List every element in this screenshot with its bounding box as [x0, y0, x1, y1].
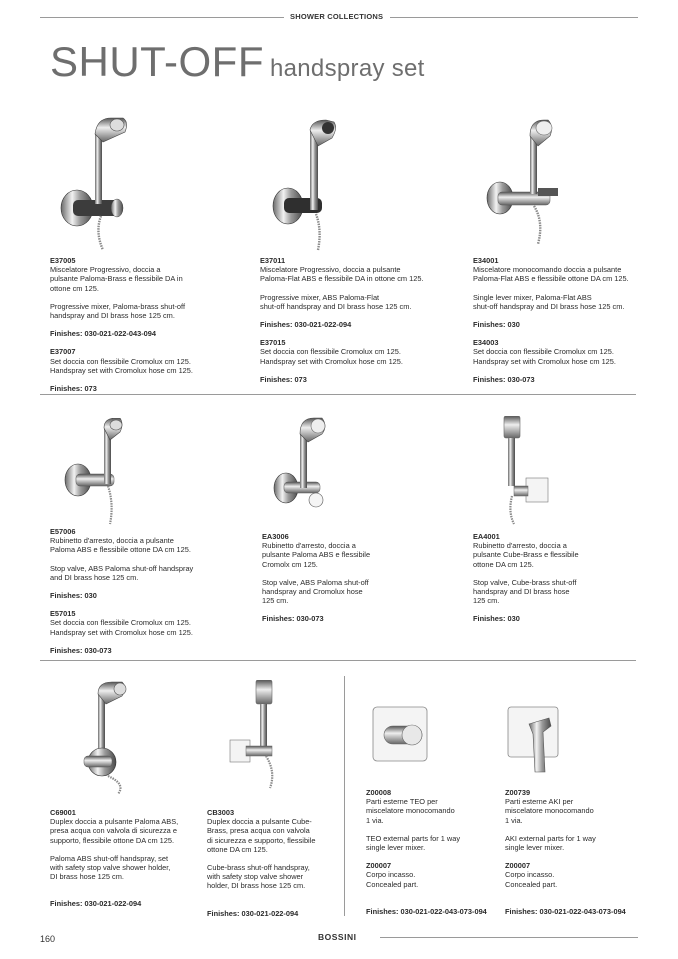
- product-description: Set doccia con flessibile Cromolux cm 125.: [473, 347, 614, 357]
- product-code: Z00739: [505, 788, 531, 797]
- finishes-text: Finishes: 030-021-022-043-073-094: [366, 906, 487, 916]
- spacer: [473, 605, 579, 614]
- finishes-text: Finishes: 030-021-022-043-094: [50, 329, 156, 339]
- spacer: [207, 891, 315, 900]
- product-description: 1 via.: [366, 815, 384, 825]
- product-description: Handspray set with Cromolux hose cm 125.: [260, 356, 403, 366]
- product-code: C69001: [50, 808, 76, 817]
- product-block-cb3003: [207, 808, 315, 918]
- product-description: Brass, presa acqua con valvola: [207, 826, 310, 836]
- bidet-mixer-icon: [268, 118, 348, 253]
- duplex-holder-icon: [78, 680, 148, 795]
- spacer: [505, 852, 626, 861]
- product-code: EA4001: [473, 532, 500, 541]
- spacer: [260, 311, 424, 320]
- product-block-e37011: [260, 256, 424, 384]
- product-description: Rubinetto d'arresto, doccia a: [262, 541, 356, 551]
- product-description: Progressive mixer, ABS Paloma-Flat: [260, 292, 380, 302]
- product-description: Progressive mixer, Paloma-brass shut-off: [50, 301, 185, 311]
- title-main: SHUT-OFF: [50, 38, 264, 85]
- finishes-text: Finishes: 030-021-022-094: [207, 908, 299, 918]
- spacer: [505, 898, 626, 907]
- finishes-text: Finishes: 030-073: [262, 614, 324, 624]
- product-description: 1 via.: [505, 815, 523, 825]
- finishes-text: Finishes: 030: [50, 591, 97, 601]
- product-description: pulsante Cube-Brass e flessibile: [473, 550, 579, 560]
- product-description: handspray and DI brass hose 125 cm.: [50, 311, 175, 321]
- section-header: SHOWER COLLECTIONS: [290, 12, 384, 21]
- product-description: Single lever mixer, Paloma-Flat ABS: [473, 292, 592, 302]
- spacer: [207, 854, 315, 863]
- product-code: E37011: [260, 256, 286, 265]
- product-description: Stop valve, Cube-brass shut-off: [473, 577, 577, 587]
- product-block-z00008: [366, 788, 487, 916]
- product-description: 125 cm.: [473, 596, 500, 606]
- spacer: [473, 366, 629, 375]
- finishes-text: Finishes: 030: [473, 320, 520, 330]
- finishes-text: Finishes: 030-021-022-094: [260, 320, 352, 330]
- product-code: Z00007: [366, 861, 392, 871]
- spacer: [50, 375, 193, 384]
- product-code: EA3006: [262, 532, 289, 541]
- product-description: Handspray set with Cromolux hose cm 125.: [473, 356, 616, 366]
- product-block-ea4001: [473, 532, 579, 624]
- spacer: [262, 569, 370, 578]
- product-code: E57015: [50, 609, 76, 619]
- product-description: Miscelatore Progressivo, doccia a: [50, 265, 161, 275]
- product-description: shut-off handspray and DI brass hose 125 cm.: [260, 301, 412, 311]
- spacer: [50, 600, 193, 609]
- product-description: Handspray set with Cromolux hose cm 125.: [50, 627, 193, 637]
- spacer: [50, 845, 178, 854]
- product-description: single lever mixer.: [505, 843, 565, 853]
- concealed-mixer-plate-icon: [505, 704, 565, 776]
- product-description: ottone DA cm 125.: [207, 844, 268, 854]
- product-description: ottone DA cm 125.: [473, 559, 534, 569]
- brand-logo: BOSSINI: [318, 932, 357, 942]
- product-description: with safety stop valve shower holder,: [50, 863, 171, 873]
- product-description: Cube-brass shut-off handspray,: [207, 863, 310, 873]
- product-block-e57006: [50, 527, 193, 655]
- stop-valve-icon: [270, 416, 340, 524]
- product-description: shut-off handspray and DI brass hose 125 cm.: [473, 301, 625, 311]
- product-description: Set doccia con flessibile Cromolux cm 125.: [50, 356, 191, 366]
- product-description: Paloma ABS e flessibile ottone DA cm 125.: [50, 545, 191, 555]
- spacer: [50, 582, 193, 591]
- product-description: Duplex doccia a pulsante Paloma ABS,: [50, 817, 179, 827]
- product-description: Miscelatore monocomando doccia a pulsante: [473, 265, 622, 275]
- spacer: [50, 555, 193, 564]
- spacer: [505, 825, 626, 834]
- product-description: with safety stop valve shower: [207, 872, 304, 882]
- product-code: E34003: [473, 338, 499, 348]
- product-block-e34001: [473, 256, 629, 384]
- product-description: 125 cm.: [262, 596, 289, 606]
- product-description: presa acqua con valvola di sicurezza e: [50, 826, 177, 836]
- duplex-holder-icon: [226, 680, 286, 790]
- header-rule-left: [40, 17, 284, 18]
- product-code: CB3003: [207, 808, 235, 817]
- product-code: E37015: [260, 338, 286, 348]
- title-sub: handspray set: [269, 55, 425, 82]
- product-description: Corpo incasso.: [505, 870, 555, 880]
- product-description: supporto, flessibile ottone DA cm 125.: [50, 835, 175, 845]
- finishes-text: Finishes: 030-021-022-094: [50, 899, 142, 909]
- spacer: [473, 284, 629, 293]
- spacer: [262, 605, 370, 614]
- page-title: [50, 38, 425, 86]
- product-description: Cromolx cm 125.: [262, 559, 318, 569]
- product-description: Paloma-Flat ABS e flessibile DA in ottone cm 125.: [260, 274, 424, 284]
- spacer: [50, 320, 193, 329]
- finishes-text: Finishes: 030-021-022-043-073-094: [505, 906, 626, 916]
- product-description: single lever mixer.: [366, 843, 426, 853]
- finishes-text: Finishes: 030: [473, 614, 520, 624]
- spacer: [50, 338, 193, 347]
- product-code: E34001: [473, 256, 499, 265]
- product-description: holder, DI brass hose 125 cm.: [207, 881, 306, 891]
- product-code: Z00008: [366, 788, 392, 797]
- product-description: Concealed part.: [366, 879, 419, 889]
- product-description: Paloma-Flat ABS e flessibile ottone DA cm 125.: [473, 274, 629, 284]
- spacer: [50, 293, 193, 302]
- header-rule-right: [390, 17, 638, 18]
- product-description: Rubinetto d'arresto, doccia a: [473, 541, 567, 551]
- spacer: [50, 881, 178, 890]
- stop-valve-icon: [62, 418, 132, 526]
- product-description: Parti esterne AKI per: [505, 797, 574, 807]
- product-code: E37007: [50, 347, 76, 357]
- finishes-text: Finishes: 073: [50, 384, 97, 394]
- product-description: Miscelatore Progressivo, doccia a pulsante: [260, 265, 401, 275]
- product-description: Corpo incasso.: [366, 870, 416, 880]
- product-code: E57006: [50, 527, 76, 536]
- product-description: TEO external parts for 1 way: [366, 833, 461, 843]
- spacer: [366, 825, 487, 834]
- product-block-e37005: [50, 256, 193, 393]
- spacer: [260, 366, 424, 375]
- column-divider: [344, 676, 345, 916]
- product-description: Stop valve, ABS Paloma shut-off: [262, 577, 369, 587]
- product-code: Z00007: [505, 861, 531, 871]
- product-description: handspray and DI brass hose: [473, 587, 570, 597]
- product-description: DI brass hose 125 cm.: [50, 872, 124, 882]
- product-description: Rubinetto d'arresto, doccia a pulsante: [50, 536, 174, 546]
- product-description: and DI brass hose 125 cm.: [50, 572, 139, 582]
- product-description: AKI external parts for 1 way: [505, 833, 596, 843]
- spacer: [473, 329, 629, 338]
- spacer: [366, 889, 487, 898]
- product-block-ea3006: [262, 532, 370, 624]
- spacer: [260, 329, 424, 338]
- product-description: Paloma ABS shut-off handspray, set: [50, 853, 169, 863]
- footer-rule: [380, 937, 638, 938]
- spacer: [473, 569, 579, 578]
- product-description: Parti esterne TEO per: [366, 797, 438, 807]
- finishes-text: Finishes: 073: [260, 374, 307, 384]
- concealed-mixer-plate-icon: [370, 704, 432, 766]
- page-number: 160: [40, 934, 56, 944]
- product-code: E37005: [50, 256, 76, 265]
- product-description: Set doccia con flessibile Cromolux cm 125.: [260, 347, 401, 357]
- row-divider-1: [40, 394, 636, 395]
- row-divider-2: [40, 660, 636, 661]
- product-description: Set doccia con flessibile Cromolux cm 125.: [50, 618, 191, 628]
- product-description: Stop valve, ABS Paloma shut-off handspray: [50, 563, 194, 573]
- spacer: [207, 900, 315, 909]
- product-description: miscelatore monocomando: [505, 806, 594, 816]
- product-description: ottone cm 125.: [50, 283, 99, 293]
- spacer: [505, 889, 626, 898]
- product-description: handspray and Cromolux hose: [262, 587, 363, 597]
- spacer: [50, 637, 193, 646]
- product-block-z00739: [505, 788, 626, 916]
- product-description: pulsante Paloma-Brass e flessibile DA in: [50, 274, 183, 284]
- product-block-c69001: [50, 808, 178, 909]
- spacer: [260, 284, 424, 293]
- stop-valve-icon: [498, 416, 558, 526]
- spacer: [366, 898, 487, 907]
- spacer: [473, 311, 629, 320]
- product-description: Concealed part.: [505, 879, 558, 889]
- bidet-mixer-icon: [486, 118, 566, 246]
- product-description: miscelatore monocomando: [366, 806, 455, 816]
- product-description: Duplex doccia a pulsante Cube-: [207, 817, 312, 827]
- product-description: Handspray set with Cromolux hose cm 125.: [50, 365, 193, 375]
- finishes-text: Finishes: 030-073: [50, 645, 112, 655]
- bidet-mixer-icon: [55, 112, 135, 252]
- product-description: di sicurezza e supporto, flessibile: [207, 835, 316, 845]
- product-description: pulsante Paloma ABS e flessibile: [262, 550, 371, 560]
- spacer: [50, 890, 178, 899]
- finishes-text: Finishes: 030-073: [473, 374, 535, 384]
- spacer: [366, 852, 487, 861]
